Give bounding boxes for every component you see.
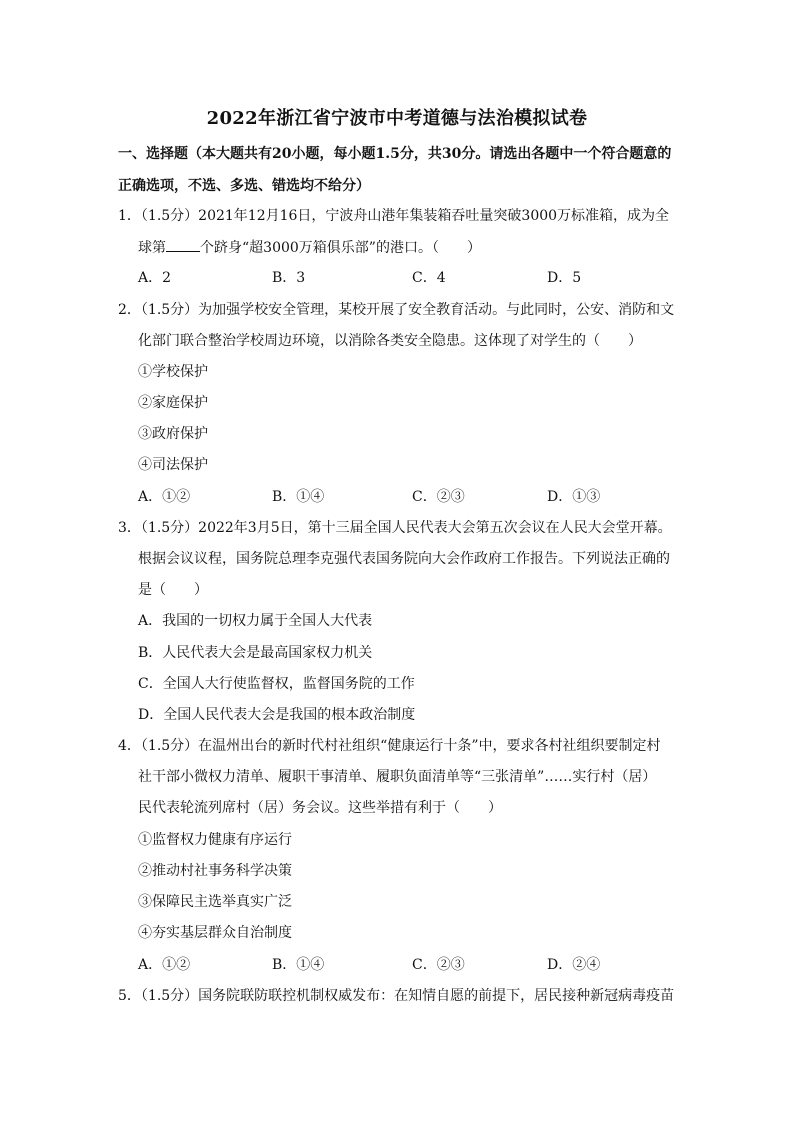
question-1-line-2: [138, 237, 481, 258]
question-1-text-post: 个跻身“超3000万箱俱乐部”的港口。（ ）: [200, 240, 481, 256]
section-heading-line-2: 正确选项，不选、多选、错选均不给分）: [118, 178, 370, 194]
question-4-option-b: B．①④: [272, 957, 325, 973]
question-4-item-2: ②推动村社事务科学决策: [138, 863, 292, 879]
question-1-text-pre: 球第: [138, 240, 166, 256]
exam-title: 2022年浙江省宁波市中考道德与法治模拟试卷: [206, 108, 588, 129]
question-4-item-4: ④夯实基层群众自治制度: [138, 925, 292, 941]
question-3-option-d: D．全国人民代表大会是我国的根本政治制度: [138, 707, 416, 723]
question-2-line-2: 化部门联合整治学校周边环境，以消除各类安全隐患。这体现了对学生的（ ）: [138, 333, 642, 349]
question-2-item-1: ①学校保护: [138, 364, 208, 380]
question-3-option-b: B．人民代表大会是最高国家权力机关: [138, 645, 373, 661]
question-2-options: [0, 487, 794, 507]
question-2-option-c: C．②③: [412, 489, 465, 505]
question-2-option-d: D．①③: [547, 489, 601, 505]
question-2-item-2: ②家庭保护: [138, 395, 208, 411]
question-1-option-b: B．3: [272, 270, 306, 286]
question-4-item-1: ①监督权力健康有序运行: [138, 832, 292, 848]
question-1-options: [0, 268, 794, 288]
question-3-line-2: 根据会议议程，国务院总理李克强代表国务院向大会作政府工作报告。下列说法正确的: [138, 551, 670, 567]
question-3-option-c: C．全国人大行使监督权，监督国务院的工作: [138, 676, 415, 692]
section-heading-line-1: 一、选择题（本大题共有20小题，每小题1.5分，共30分。请选出各题中一个符合题意的: [118, 146, 672, 162]
question-3-option-a: A．我国的一切权力属于全国人大代表: [138, 613, 373, 629]
answer-blank: [166, 237, 200, 252]
question-4-line-2: 社干部小微权力清单、履职干事清单、履职负面清单等“三张清单”……实行村（居）: [138, 769, 657, 785]
question-4-line-1: 4．（1.5分）在温州出台的新时代村社组织“健康运行十条”中，要求各村社组织要制定村: [118, 738, 661, 754]
question-2-item-4: ④司法保护: [138, 457, 208, 473]
question-4-option-c: C．②③: [412, 957, 465, 973]
question-4-line-3: 民代表轮流列席村（居）务会议。这些举措有利于（ ）: [138, 800, 502, 816]
question-4-option-a: A．①②: [138, 957, 191, 973]
question-2-option-a: A．①②: [138, 489, 191, 505]
question-1-option-d: D．5: [547, 270, 582, 286]
question-3-line-1: 3．（1.5分）2022年3月5日，第十三届全国人民代表大会第五次会议在人民大会堂开幕。: [118, 520, 672, 536]
question-2-item-3: ③政府保护: [138, 426, 208, 442]
question-2-option-b: B．①④: [272, 489, 325, 505]
question-3-line-3: 是（ ）: [138, 582, 208, 598]
question-4-option-d: D．②④: [547, 957, 601, 973]
question-1-option-a: A．2: [138, 270, 172, 286]
question-1-line-1: 1．（1.5分）2021年12月16日，宁波舟山港年集装箱吞吐量突破3000万标准箱，成为全: [118, 208, 670, 224]
question-5-line-1: 5．（1.5分）国务院联防联控机制权威发布：在知情自愿的前提下，居民接种新冠病毒疫苗: [118, 988, 675, 1004]
question-2-line-1: 2．（1.5分）为加强学校安全管理，某校开展了安全教育活动。与此同时，公安、消防和文: [118, 302, 675, 318]
question-4-item-3: ③保障民主选举真实广泛: [138, 894, 292, 910]
question-1-option-c: C．4: [412, 270, 446, 286]
question-4-options: [0, 955, 794, 975]
